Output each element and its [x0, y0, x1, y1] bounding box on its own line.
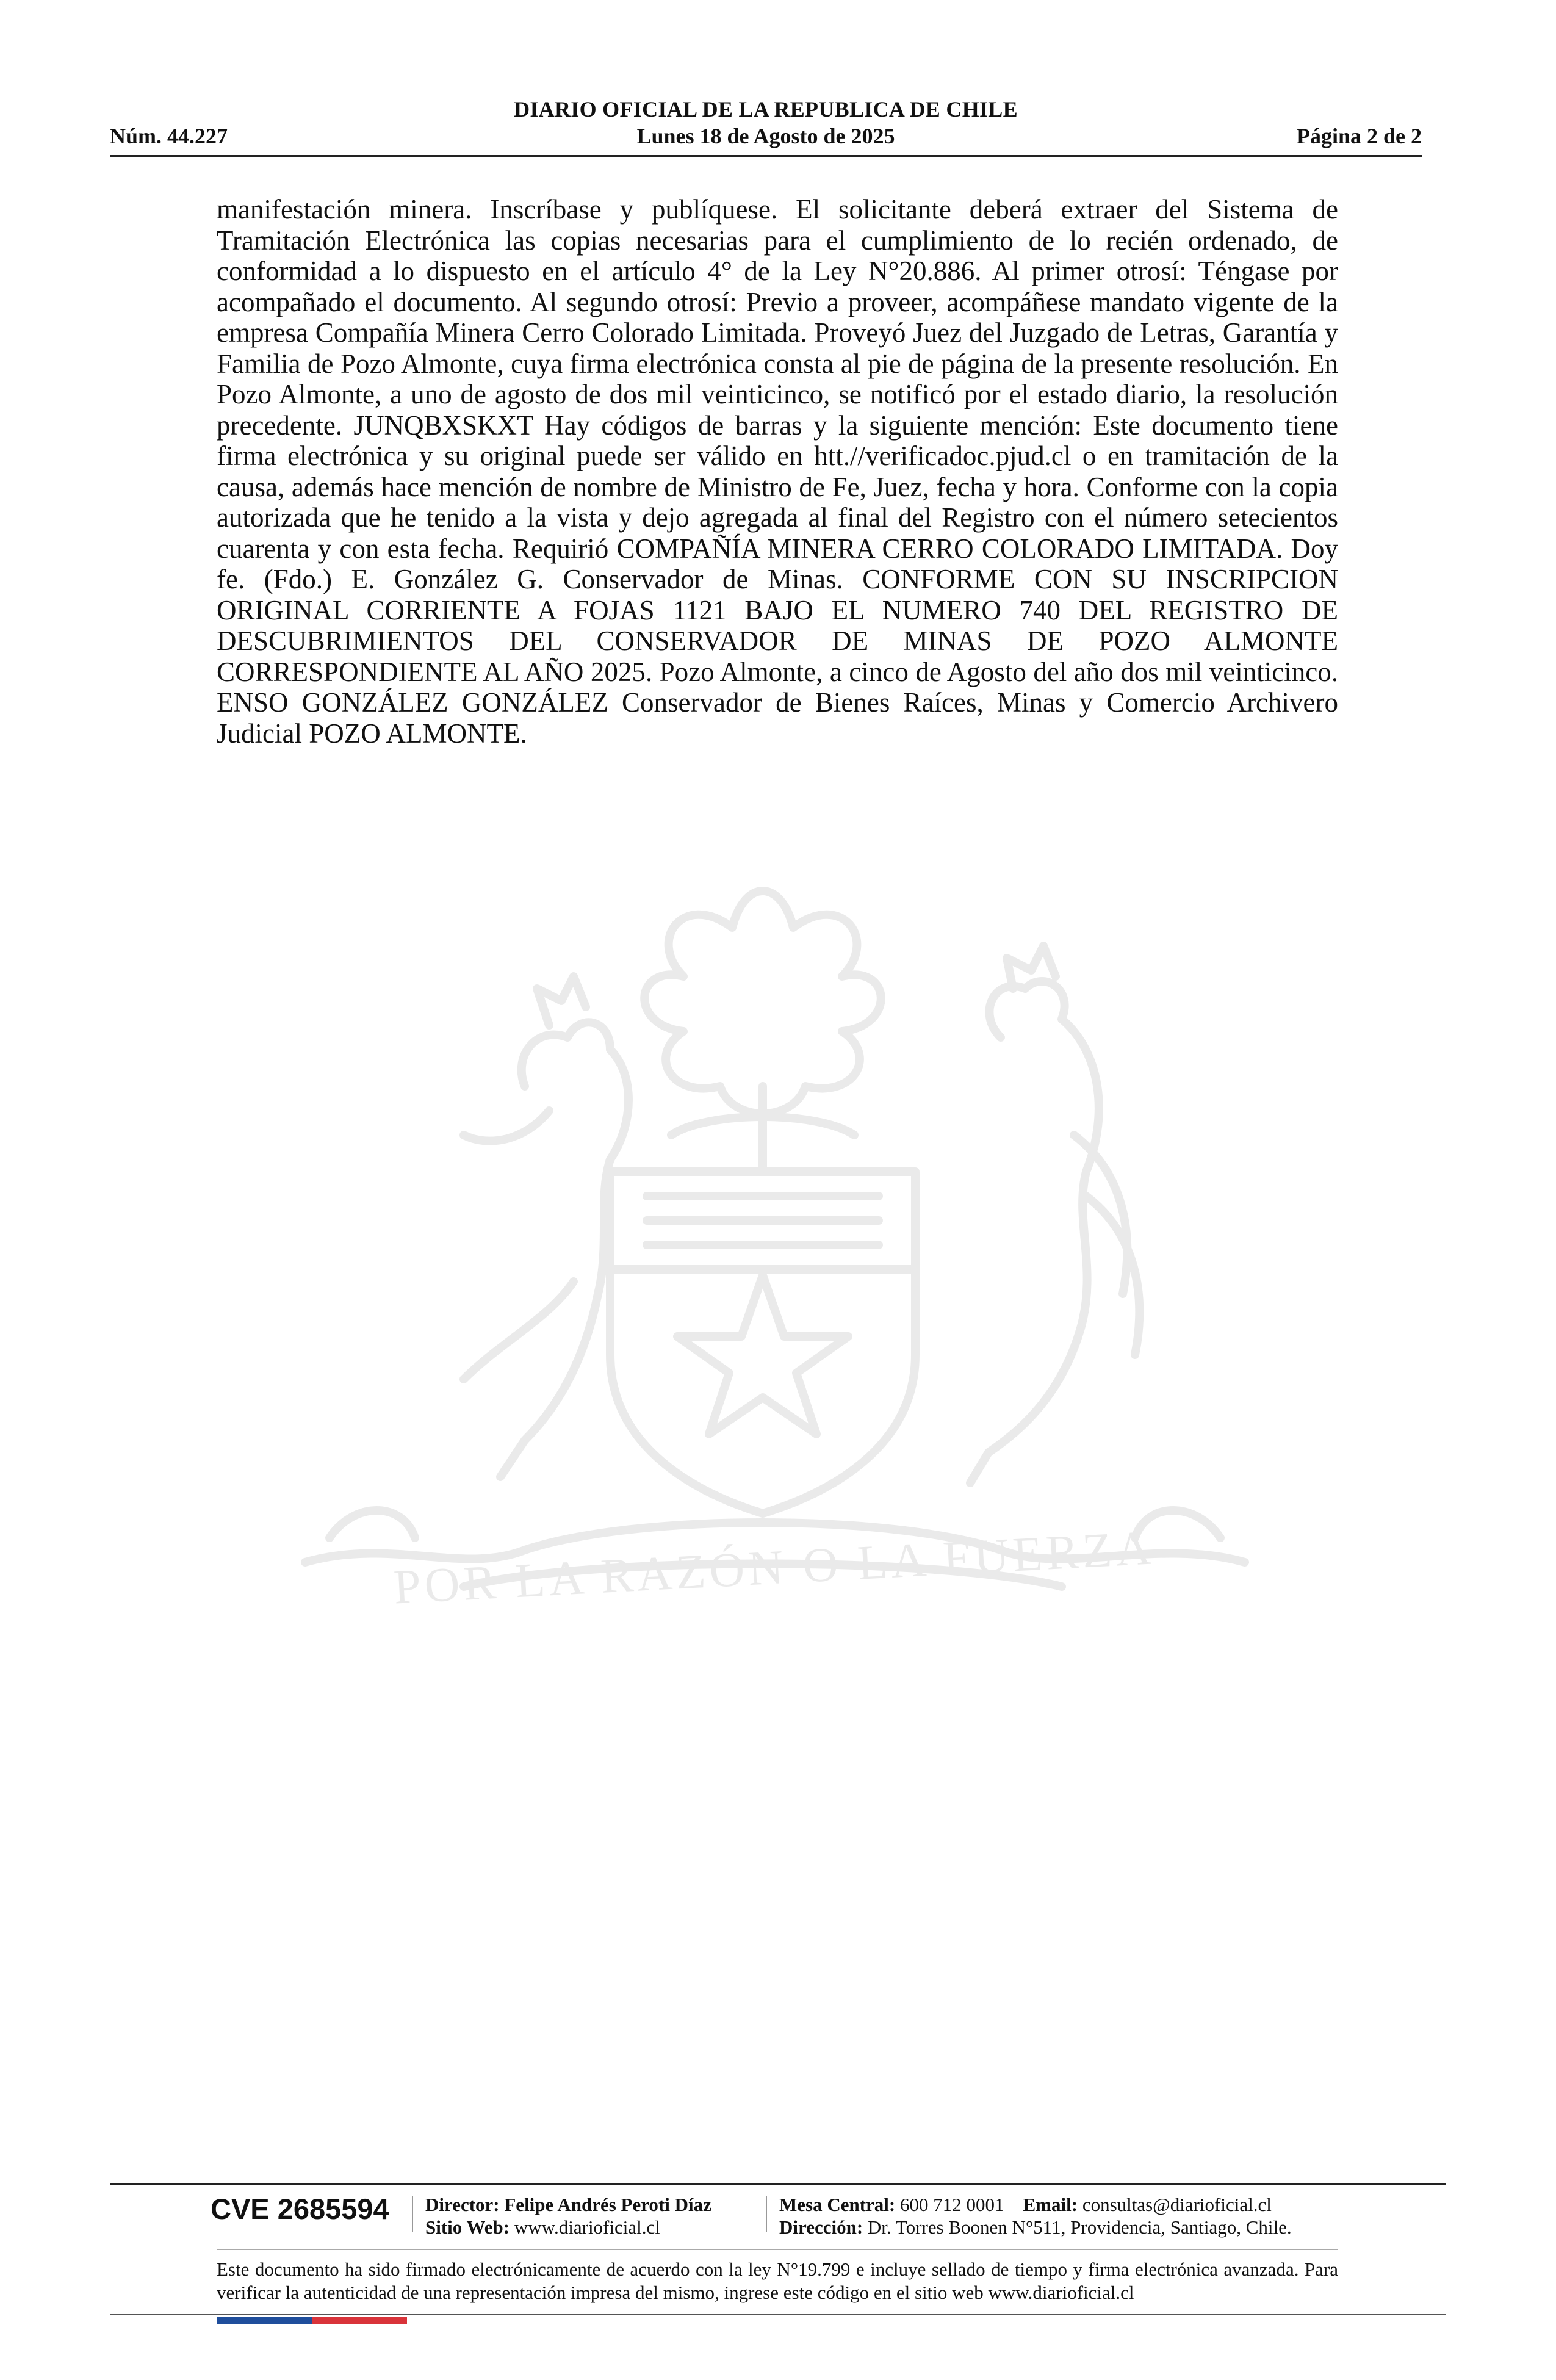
director-name: Felipe Andrés Peroti Díaz	[504, 2194, 711, 2215]
footer-separator	[412, 2196, 413, 2232]
footer-separator	[766, 2196, 767, 2232]
footer-bottom-divider	[110, 2314, 1446, 2315]
coat-of-arms-watermark	[207, 854, 1342, 1660]
phone-number: 600 712 0001	[900, 2194, 1004, 2215]
footer-divider	[110, 2183, 1446, 2185]
body-paragraph: manifestación minera. Inscríbase y publíquese. El solicitante deberá extraer del Sistema de Tramitación Electrónica las copias necesarias para el cumplimiento de lo recién ordenado, de conformidad a lo dispuesto en el artículo 4° de la Ley N°20.886. Al primer otrosí: Téngase por acompañado el documento. Al segundo otrosí: Previo a proveer, acompáñese mandato vigente de la empresa Compañía Minera Cerro Colorado Limitada. Proveyó Juez del Juzgado de Letras, Garantía y Familia de Pozo Almonte, cuya firma electrónica consta al pie de página de la presente resolución. En Pozo Almonte, a uno de agosto de dos mil veinticinco, se notificó por el estado diario, la resolución precedente. JUNQBXSKXT Hay códigos de barras y la siguiente mención: Este documento tiene firma electrónica y su original puede ser válido en htt.//verificadoc.pjud.cl o en tramitación de la causa, además hace mención de nombre de Ministro de Fe, Juez, fecha y hora. Conforme con la copia autorizada que he tenido a la vista y dejo agregada al final del Registro con el número setecientos cuarenta y con esta fecha. Requirió COMPAÑÍA MINERA CERRO COLORADO LIMITADA. Doy fe. (Fdo.) E. González G. Conservador de Minas. CONFORME CON SU INSCRIPCION ORIGINAL CORRIENTE A FOJAS 1121 BAJO EL NUMERO 740 DEL REGISTRO DE DESCUBRIMIENTOS DEL CONSERVADOR DE MINAS DE POZO ALMONTE CORRESPONDIENTE AL AÑO 2025. Pozo Almonte, a cinco de Agosto del año dos mil veinticinco. ENSO GONZÁLEZ GONZÁLEZ Conservador de Bienes Raíces, Minas y Comercio Archivero Judicial POZO ALMONTE.	[217, 194, 1338, 749]
email-label: Email:	[1023, 2194, 1078, 2215]
email-link[interactable]: consultas@diarioficial.cl	[1082, 2194, 1272, 2215]
page-header	[110, 92, 1422, 160]
website-link[interactable]: www.diarioficial.cl	[514, 2216, 660, 2238]
footer-thin-divider	[217, 2249, 1338, 2250]
footer-contact-left	[425, 2193, 711, 2238]
cve-code: CVE 2685594	[211, 2193, 389, 2225]
footer-contact-right	[779, 2193, 1292, 2238]
signature-disclaimer: Este documento ha sido firmado electrónicamente de acuerdo con la ley N°19.799 e incluye sellado de tiempo y firma electrónica avanzada. Para verificar la autenticidad de una representación impresa del mismo, ingrese este código en el sitio web www.diarioficial.cl	[217, 2259, 1338, 2303]
website-label: Sitio Web:	[425, 2216, 510, 2238]
issue-number: Núm. 44.227	[110, 124, 228, 148]
gazette-title: DIARIO OFICIAL DE LA REPUBLICA DE CHILE	[514, 97, 1018, 121]
director-label: Director:	[425, 2194, 500, 2215]
page-indicator: Página 2 de 2	[1296, 124, 1422, 148]
flag-red-segment	[312, 2317, 407, 2324]
watermark-motto: POR LA RAZÓN O LA FUERZA	[392, 1521, 1156, 1615]
flag-stripe	[217, 2317, 407, 2324]
header-divider	[110, 155, 1422, 157]
issue-date: Lunes 18 de Agosto de 2025	[636, 124, 895, 148]
address-label: Dirección:	[779, 2216, 863, 2238]
address-value: Dr. Torres Boonen N°511, Providencia, Santiago, Chile.	[867, 2216, 1292, 2238]
phone-label: Mesa Central:	[779, 2194, 896, 2215]
flag-blue-segment	[217, 2317, 312, 2324]
